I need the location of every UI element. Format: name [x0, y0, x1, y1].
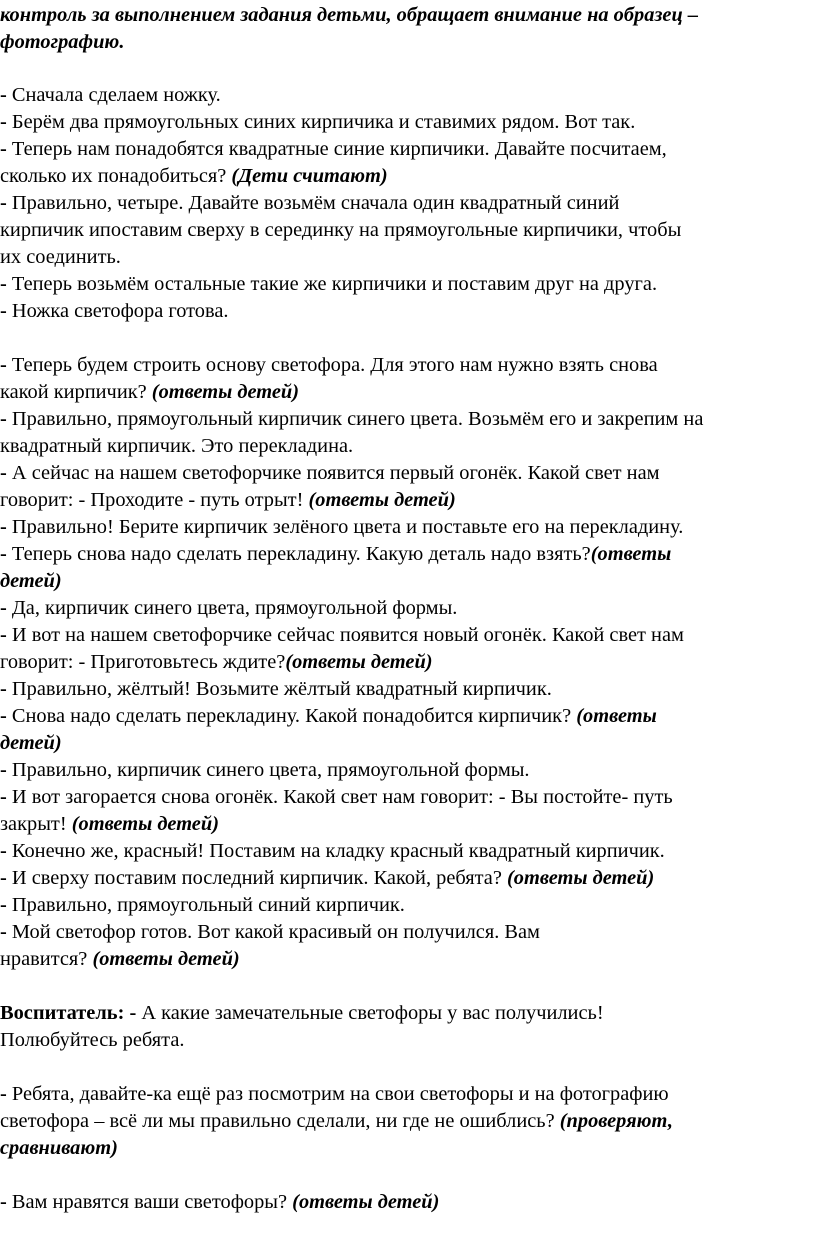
paragraph-line: - Правильно, прямоугольный кирпичик синего цвета. Возьмём его и закрепим на: [0, 408, 704, 430]
teacher-label: Воспитатель: -: [0, 1002, 137, 1024]
children-response: детей): [0, 570, 62, 592]
children-response: (ответы детей): [151, 381, 300, 403]
children-response: (ответы: [576, 705, 657, 727]
paragraph-line: светофора – всё ли мы правильно сделали, ни где не ошиблись? (проверяют,: [0, 1110, 673, 1132]
paragraph-line: - И вот на нашем светофорчике сейчас появится новый огонёк. Какой свет нам: [0, 624, 684, 646]
paragraph-line: [0, 730, 62, 757]
paragraph-line: - Ребята, давайте-ка ещё раз посмотрим на свои светофоры и на фотографию: [0, 1083, 669, 1105]
children-response: (ответы детей): [308, 489, 456, 511]
paragraph-line: - Да, кирпичик синего цвета, прямоугольной формы.: [0, 597, 458, 619]
paragraph-line: - Берём два прямоугольных синих кирпичика и ставимих рядом. Вот так.: [0, 111, 636, 133]
intro-line-1: контроль за выполнением задания детьми, обращает внимание на образец –: [0, 4, 699, 26]
paragraph-line: - Теперь нам понадобятся квадратные синие кирпичики. Давайте посчитаем,: [0, 138, 667, 160]
paragraph-line: кирпичик ипоставим сверху в серединку на прямоугольные кирпичики, чтобы: [0, 219, 682, 241]
children-response: (ответы детей): [92, 948, 240, 970]
paragraph-line: закрыт! (ответы детей): [0, 813, 219, 835]
paragraph-line: - Вам нравятся ваши светофоры? (ответы детей): [0, 1191, 440, 1213]
paragraph-line: - Правильно, кирпичик синего цвета, прямоугольной формы.: [0, 759, 530, 781]
children-response: (Дети считают): [231, 165, 388, 187]
paragraph-line: их соединить.: [0, 246, 121, 268]
children-response: (ответы детей): [292, 1191, 440, 1213]
paragraph-line: [0, 1135, 118, 1162]
children-response: детей): [0, 732, 62, 754]
paragraph-line: - А сейчас на нашем светофорчике появится первый огонёк. Какой свет нам: [0, 462, 660, 484]
teacher-line: Полюбуйтесь ребята.: [0, 1029, 185, 1051]
paragraph-line: какой кирпичик? (ответы детей): [0, 381, 300, 403]
children-response: (проверяют,: [559, 1110, 673, 1132]
children-response: (ответы детей): [71, 813, 219, 835]
paragraph-line: - Теперь снова надо сделать перекладину. Какую деталь надо взять?(ответы: [0, 543, 672, 565]
paragraph-line: говорит: - Проходите - путь отрыт! (ответы детей): [0, 489, 456, 511]
paragraph-line: - Сначала сделаем ножку.: [0, 84, 221, 106]
paragraph-line: сколько их понадобиться? (Дети считают): [0, 165, 388, 187]
paragraph-line: - Конечно же, красный! Поставим на кладку красный квадратный кирпичик.: [0, 840, 665, 862]
children-response: сравнивают): [0, 1137, 118, 1159]
intro-line-2: фотографию.: [0, 31, 125, 53]
paragraph-line: - Правильно, жёлтый! Возьмите жёлтый квадратный кирпичик.: [0, 678, 552, 700]
paragraph-line: - Правильно, прямоугольный синий кирпичик.: [0, 894, 405, 916]
paragraph-line: - Ножка светофора готова.: [0, 300, 229, 322]
paragraph-line: квадратный кирпичик. Это перекладина.: [0, 435, 354, 457]
paragraph-line: - Теперь будем строить основу светофора. Для этого нам нужно взять снова: [0, 354, 658, 376]
paragraph-line: - Правильно, четыре. Давайте возьмём сначала один квадратный синий: [0, 192, 620, 214]
teacher-line: Воспитатель: - А какие замечательные светофоры у вас получились!: [0, 1002, 604, 1024]
paragraph-line: нравится? (ответы детей): [0, 948, 240, 970]
paragraph-line: - И вот загорается снова огонёк. Какой свет нам говорит: - Вы постойте- путь: [0, 786, 673, 808]
paragraph-line: - Мой светофор готов. Вот какой красивый он получился. Вам: [0, 921, 540, 943]
paragraph-line: - И сверху поставим последний кирпичик. Какой, ребята? (ответы детей): [0, 867, 655, 889]
paragraph-line: говорит: - Приготовьтесь ждите?(ответы детей): [0, 651, 433, 673]
paragraph-line: - Правильно! Берите кирпичик зелёного цвета и поставьте его на перекладину.: [0, 516, 684, 538]
paragraph-line: - Теперь возьмём остальные такие же кирпичики и поставим друг на друга.: [0, 273, 658, 295]
children-response: (ответы детей): [285, 651, 433, 673]
children-response: (ответы детей): [507, 867, 655, 889]
paragraph-line: [0, 568, 62, 595]
children-response: (ответы: [590, 543, 672, 565]
paragraph-line: - Снова надо сделать перекладину. Какой понадобится кирпичик? (ответы: [0, 705, 657, 727]
